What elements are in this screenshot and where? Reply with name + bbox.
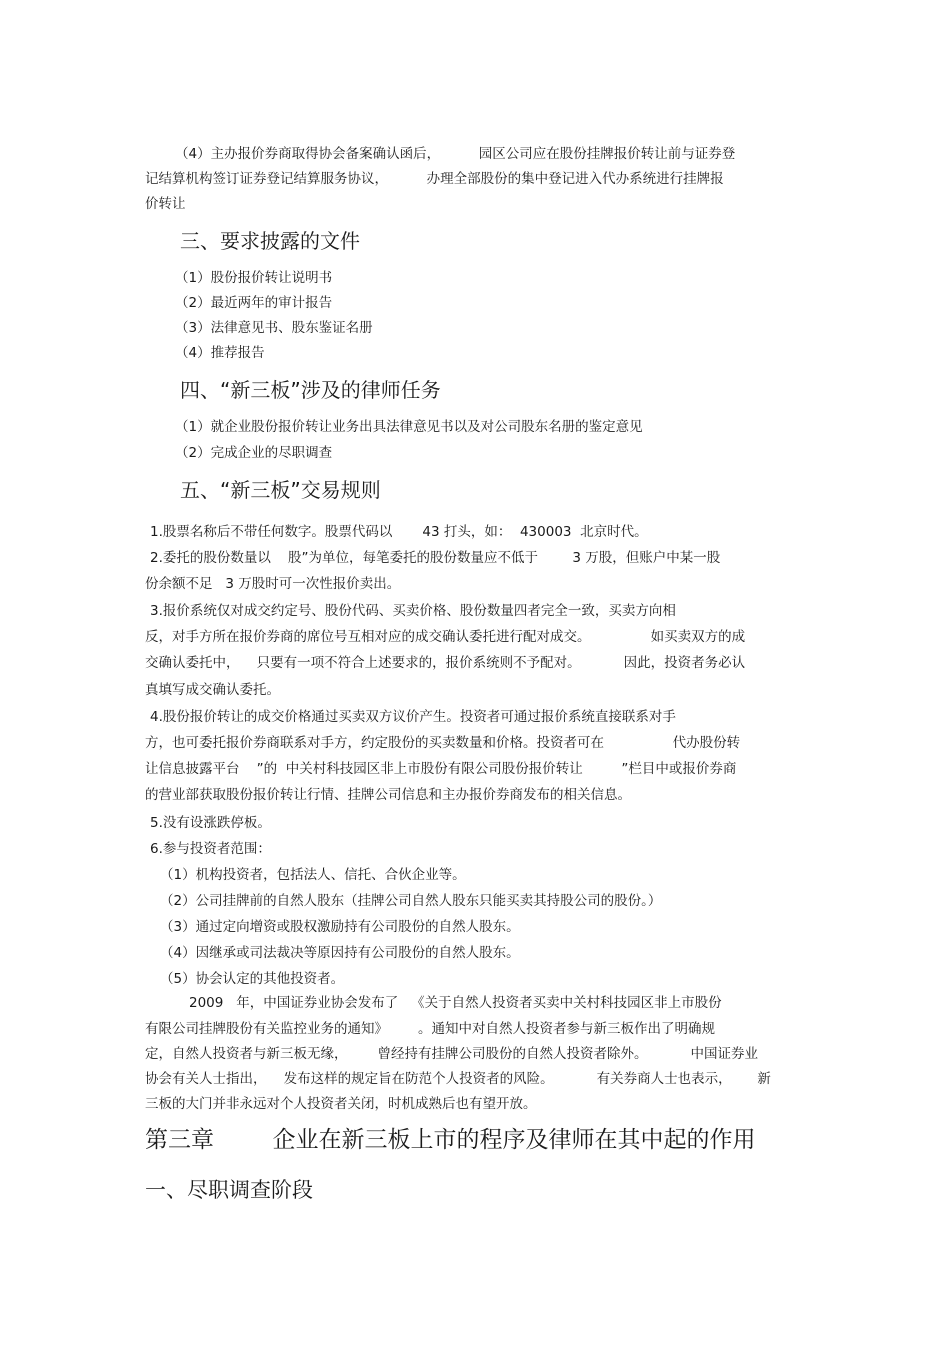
paragraph-line: 记结算机构签订证券登记结算服务协议， 办理全部股份的集中登记进入代办系统进行挂牌报: [145, 171, 724, 187]
paragraph-line: 三板的大门并非永远对个人投资者关闭，时机成熟后也有望开放。: [145, 1096, 537, 1112]
rule-item: 6.参与投资者范围：: [150, 841, 271, 857]
paragraph-line: 2009 年，中国证券业协会发布了 《关于自然人投资者买卖中关村科技园区非上市股份: [189, 995, 722, 1011]
section-heading-3: 三、要求披露的文件: [180, 229, 360, 253]
section-heading-5: 五、“新三板”交易规则: [180, 478, 381, 502]
section-heading-4: 四、“新三板”涉及的律师任务: [180, 378, 441, 402]
list-item: （4）因继承或司法裁决等原因持有公司股份的自然人股东。: [160, 945, 520, 961]
paragraph-line: 协会有关人士指出， 发布这样的规定旨在防范个人投资者的风险。 有关券商人士也表示， 新: [145, 1071, 771, 1087]
paragraph-line: 定，自然人投资者与新三板无缘， 曾经持有挂牌公司股份的自然人投资者除外。 中国证券业: [145, 1046, 758, 1062]
rule-item: 的营业部获取股份报价转让行情、挂牌公司信息和主办报价券商发布的相关信息。: [145, 787, 631, 803]
paragraph-line: （4）主办报价券商取得协会备案确认函后， 园区公司应在股份挂牌报价转让前与证券登: [175, 146, 736, 162]
list-item: （5）协会认定的其他投资者。: [160, 971, 345, 987]
rule-item: 让信息披露平台 ”的 中关村科技园区非上市股份有限公司股份报价转让 ”栏目中或报价券商: [145, 761, 737, 777]
list-item: （2）最近两年的审计报告: [175, 295, 333, 311]
rule-item: 5.没有设涨跌停板。: [150, 815, 271, 831]
list-item: （1）股份报价转让说明书: [175, 270, 333, 286]
rule-item: 方，也可委托报价券商联系对手方，约定股份的买卖数量和价格。投资者可在 代办股份转: [145, 735, 741, 751]
rule-item: 份余额不足 3 万股时可一次性报价卖出。: [145, 576, 401, 592]
rule-item: 交确认委托中， 只要有一项不符合上述要求的，报价系统则不予配对。 因此，投资者务必认: [145, 655, 746, 671]
paragraph-line: 价转让: [145, 196, 186, 212]
rule-item: 真填写成交确认委托。: [145, 682, 280, 698]
list-item: （2）完成企业的尽职调查: [175, 445, 333, 461]
list-item: （4）推荐报告: [175, 345, 265, 361]
rule-item: 4.股份报价转让的成交价格通过买卖双方议价产生。投资者可通过报价系统直接联系对手: [150, 709, 676, 725]
chapter-heading: 第三章 企业在新三板上市的程序及律师在其中起的作用: [145, 1127, 756, 1153]
list-item: （3）通过定向增资或股权激励持有公司股份的自然人股东。: [160, 919, 520, 935]
rule-item: 2.委托的股份数量以 股”为单位，每笔委托的股份数量应不低于 3 万股，但账户中某一股: [150, 550, 721, 566]
list-item: （3）法律意见书、股东鉴证名册: [175, 320, 373, 336]
rule-item: 1.股票名称后不带任何数字。股票代码以 43 打头，如： 430003 北京时代。: [150, 524, 648, 540]
list-item: （1）机构投资者，包括法人、信托、合伙企业等。: [160, 867, 466, 883]
list-item: （2）公司挂牌前的自然人股东（挂牌公司自然人股东只能买卖其持股公司的股份。）: [160, 893, 662, 909]
paragraph-line: 有限公司挂牌股份有关监控业务的通知》 。通知中对自然人投资者参与新三板作出了明确规: [145, 1021, 716, 1037]
rule-item: 反，对手方所在报价券商的席位号互相对应的成交确认委托进行配对成交。 如买卖双方的成: [145, 629, 746, 645]
rule-item: 3.报价系统仅对成交约定号、股份代码、买卖价格、股份数量四者完全一致，买卖方向相: [150, 603, 676, 619]
section-heading-due-diligence: 一、尽职调查阶段: [145, 1178, 313, 1202]
list-item: （1）就企业股份报价转让业务出具法律意见书以及对公司股东名册的鉴定意见: [175, 419, 643, 435]
